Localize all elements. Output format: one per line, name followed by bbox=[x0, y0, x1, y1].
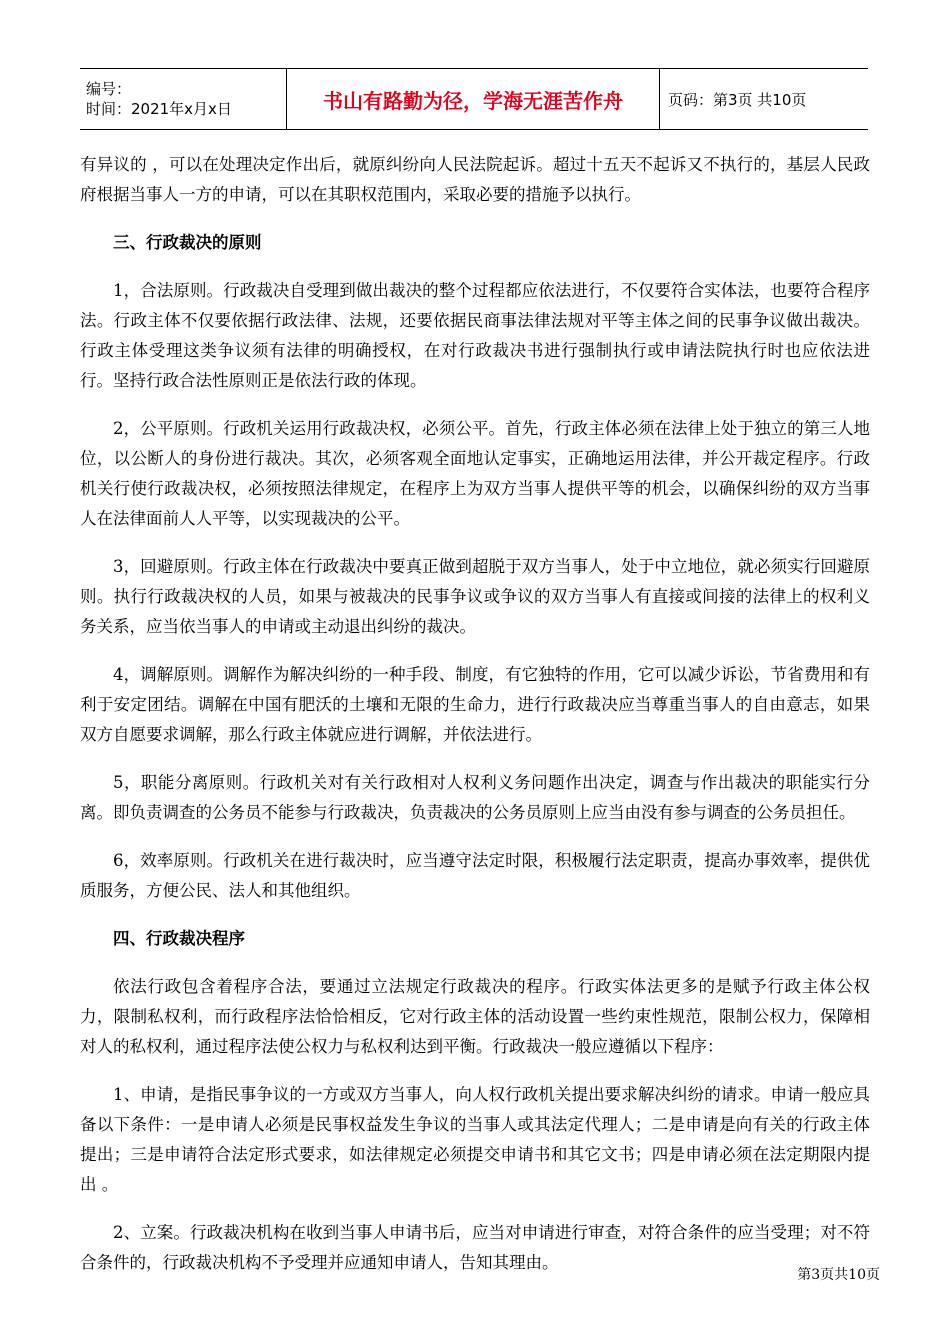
page-header bbox=[80, 68, 868, 130]
document-date-label: 时间：2021年x月x日 bbox=[86, 100, 232, 118]
paragraph: 有异议的 ，可以在处理决定作出后，就原纠纷向人民法院起诉。超过十五天不起诉又不执行的，基层人民政府根据当事人一方的申请，可以在其职权范围内，采取必要的措施予以执行。 bbox=[80, 155, 870, 204]
paragraph: 1、申请，是指民事争议的一方或双方当事人，向人权行政机关提出要求解决纠纷的请求。申请一般应具备以下条件：一是申请人必须是民事权益发生争议的当事人或其法定代理人；二是申请是向有关的行政主体提出；三是申请符合法定形式要求，如法律规定必须提交申请书和其它文书；四是申请必须在法定期限内提出 。 bbox=[80, 1085, 870, 1194]
paragraph: 依法行政包含着程序合法，要通过立法规定行政裁决的程序。行政实体法更多的是赋予行政主体公权力，限制私权利，而行政程序法恰恰相反，它对行政主体的活动设置一些约束性规范，限制公权力，保障相对人的私权利，通过程序法使公权力与私权利达到平衡。行政裁决一般应遵循以下程序： bbox=[80, 977, 870, 1056]
paragraph: 4，调解原则。调解作为解决纠纷的一种手段、制度，有它独特的作用，它可以减少诉讼，节省费用和有利于安定团结。调解在中国有肥沃的土壤和无限的生命力，进行行政裁决应当尊重当事人的自由意志，如果双方自愿要求调解，那么行政主体就应进行调解，并依法进行。 bbox=[80, 665, 870, 744]
paragraph: 5，职能分离原则。行政机关对有关行政相对人权利义务问题作出决定，调查与作出裁决的职能实行分离。即负责调查的公务员不能参与行政裁决，负责裁决的公务员原则上应当由没有参与调查的公务员担任。 bbox=[80, 773, 870, 822]
document-number-label: 编号： bbox=[86, 80, 132, 98]
page-footer bbox=[797, 1264, 880, 1284]
document-body bbox=[80, 150, 870, 1296]
header-motto: 书山有路勤为径，学海无涯苦作舟 bbox=[323, 88, 623, 113]
section-heading: 四、行政裁决程序 bbox=[113, 929, 245, 948]
footer-page-number: 第3页共10页 bbox=[797, 1267, 880, 1283]
paragraph: 2、立案。行政裁决机构在收到当事人申请书后，应当对申请进行审查，对符合条件的应当受理；对不符合条件的，行政裁决机构不予受理并应通知申请人，告知其理由。 bbox=[80, 1223, 870, 1272]
paragraph: 3，回避原则。行政主体在行政裁决中要真正做到超脱于双方当事人，处于中立地位，就必须实行回避原则。执行行政裁决权的人员，如果与被裁决的民事争议或争议的双方当事人有直接或间接的法律上的权利义务关系，应当依当事人的申请或主动退出纠纷的裁决。 bbox=[80, 557, 870, 636]
paragraph: 2，公平原则。行政机关运用行政裁决权，必须公平。首先，行政主体必须在法律上处于独立的第三人地位，以公断人的身份进行裁决。其次，必须客观全面地认定事实，正确地运用法律，并公开裁定程序。行政机关行使行政裁决权，必须按照法律规定，在程序上为双方当事人提供平等的机会，以确保纠纷的双方当事人在法律面前人人平等，以实现裁决的公平。 bbox=[80, 419, 870, 528]
paragraph: 1，合法原则。行政裁决自受理到做出裁决的整个过程都应依法进行，不仅要符合实体法，也要符合程序法。行政主体不仅要依据行政法律、法规，还要依据民商事法律法规对平等主体之间的民事争议做出裁决。行政主体受理这类争议须有法律的明确授权，在对行政裁决书进行强制执行或申请法院执行时也应依法进行。坚持行政合法性原则正是依法行政的体现。 bbox=[80, 281, 870, 390]
header-motto-cell bbox=[287, 69, 660, 129]
header-meta bbox=[80, 69, 287, 129]
header-page-label: 页码：第3页 共10页 bbox=[668, 90, 807, 109]
paragraph: 6，效率原则。行政机关在进行裁决时，应当遵守法定时限，积极履行法定职责，提高办事效率，提供优质服务，方便公民、法人和其他组织。 bbox=[80, 851, 870, 900]
section-heading: 三、行政裁决的原则 bbox=[113, 233, 262, 252]
header-page-cell bbox=[660, 69, 868, 129]
